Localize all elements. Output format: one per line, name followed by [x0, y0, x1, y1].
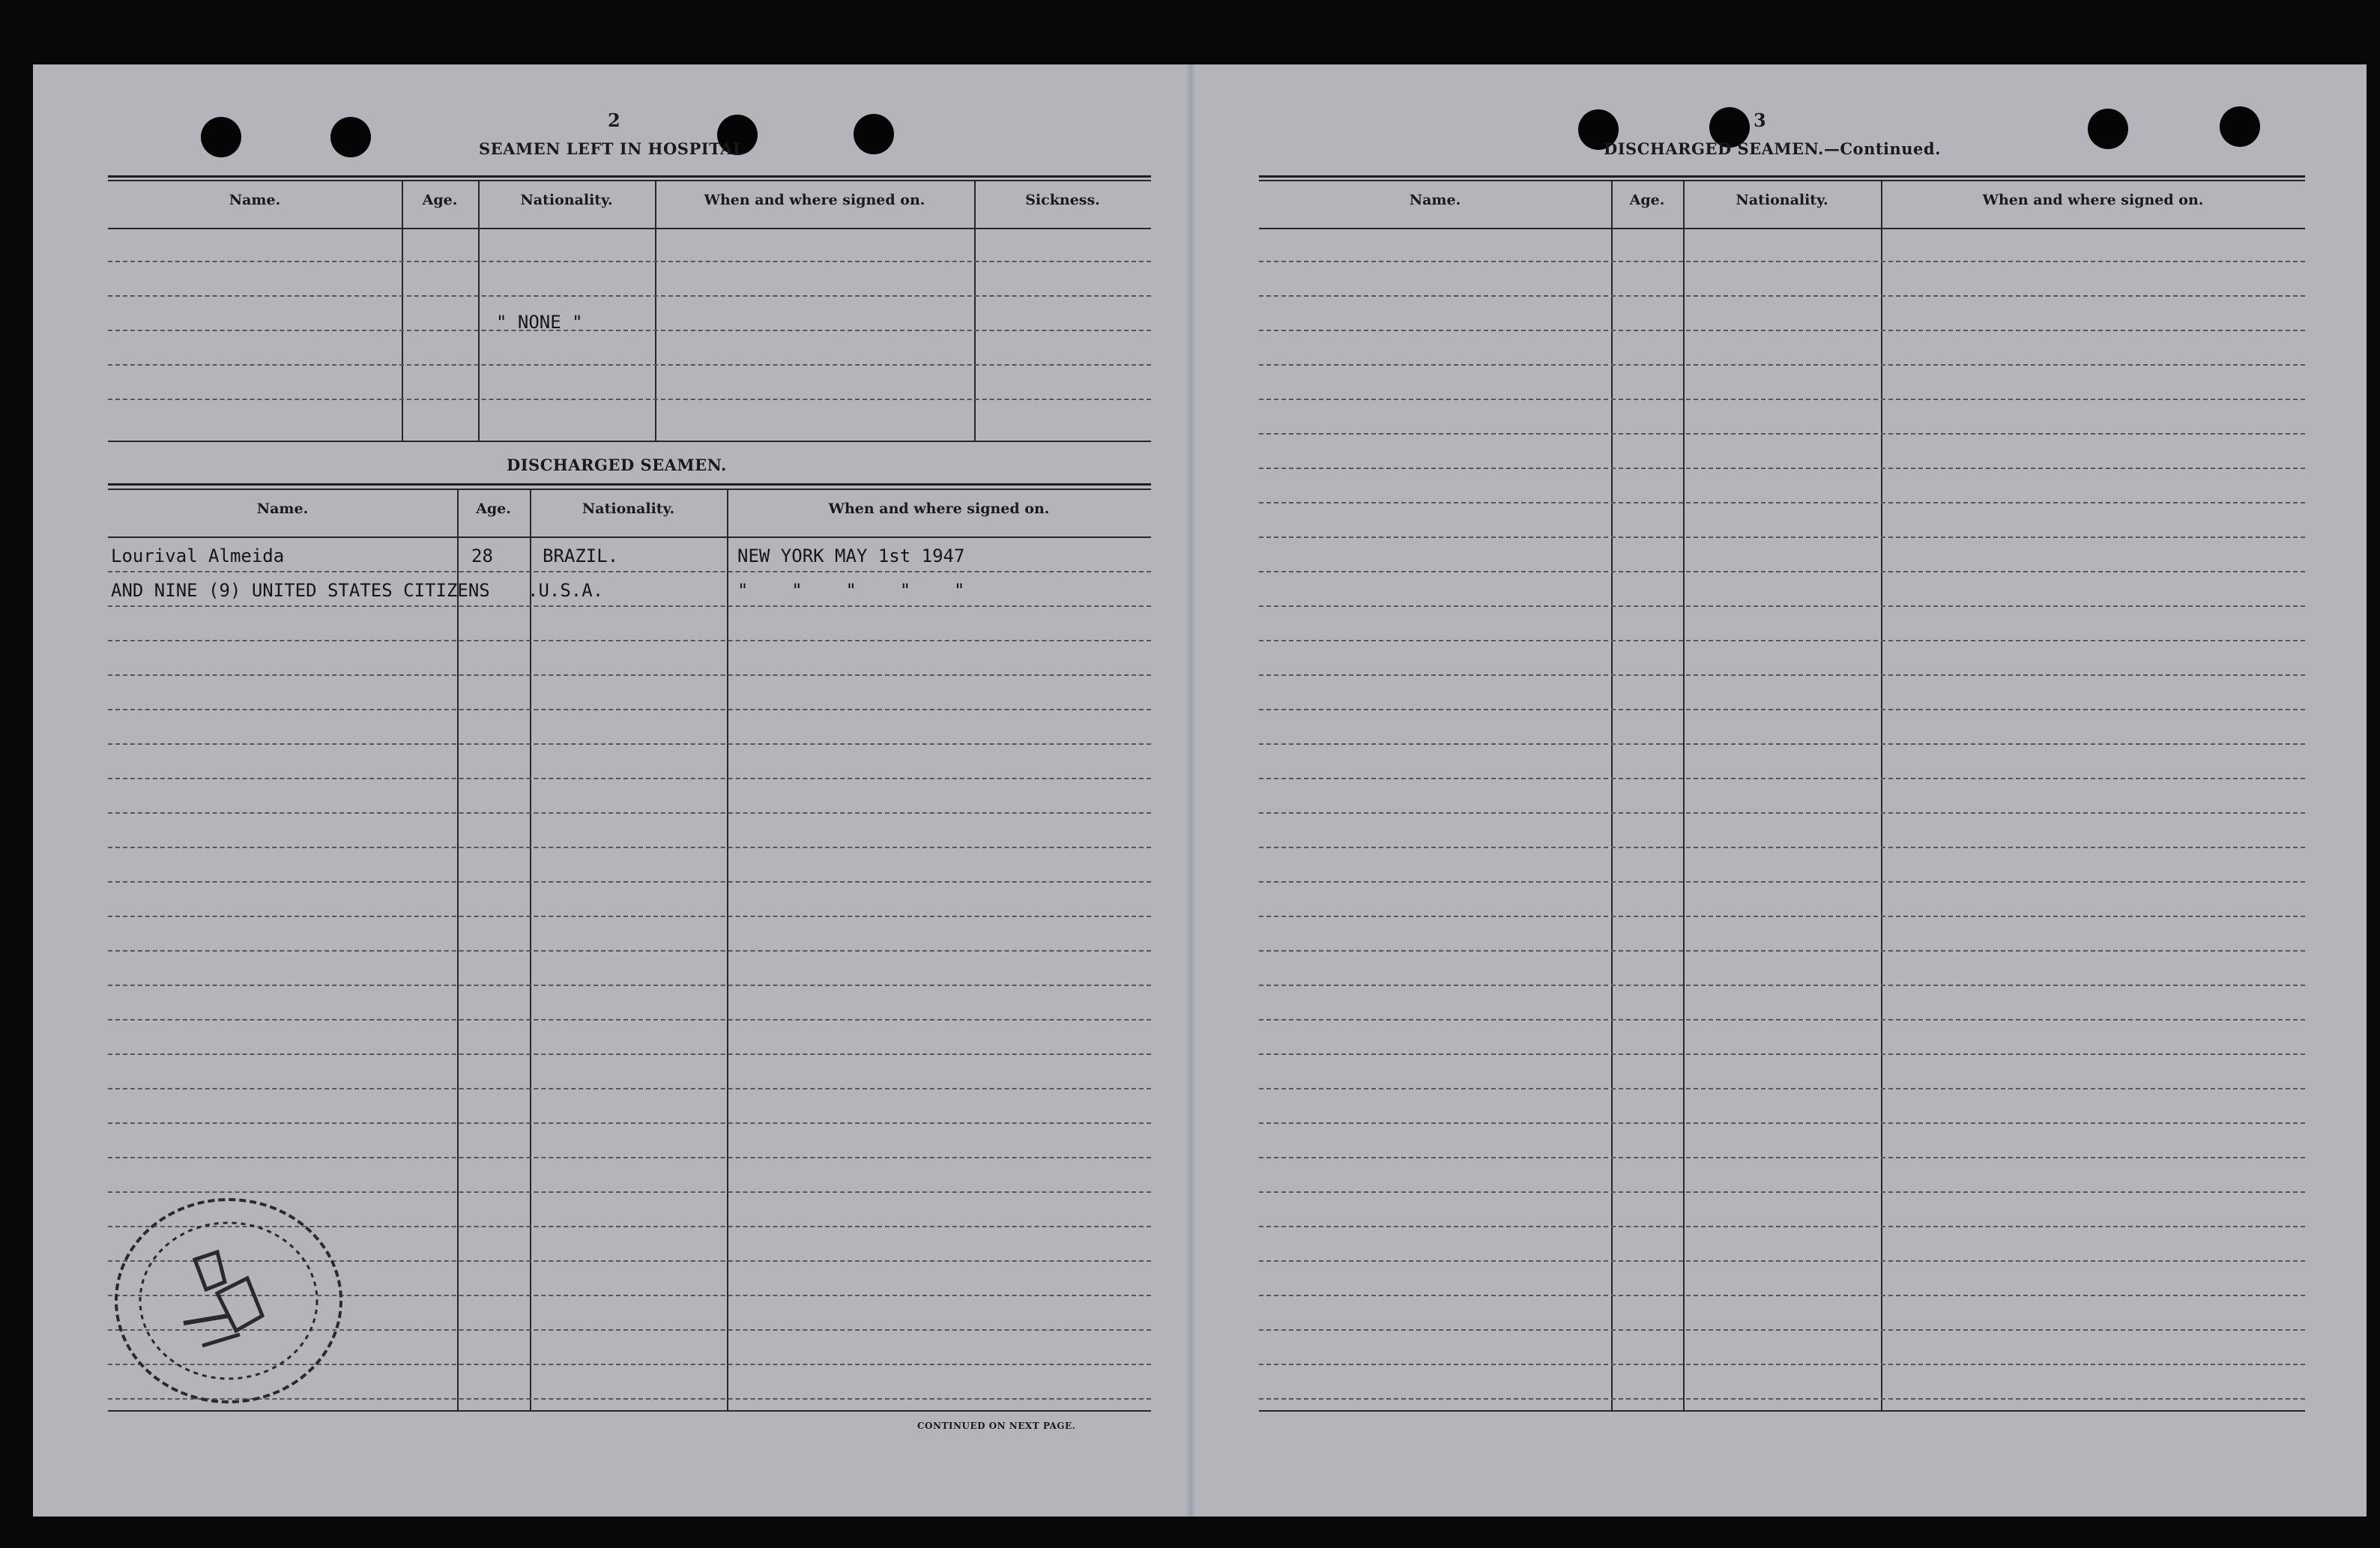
column-header: Nationality. [582, 501, 675, 517]
row-line [1259, 433, 2305, 435]
row-line [108, 399, 1151, 400]
right-section-title: DISCHARGED SEAMEN.—Continued. [1604, 139, 1941, 158]
row-line [1259, 1226, 2305, 1227]
row-line [108, 709, 1151, 710]
hospital-table-top-rule [108, 175, 1151, 178]
row-line [1259, 536, 2305, 538]
row-line [108, 778, 1151, 779]
discharged-table-top-rule-2 [108, 489, 1151, 490]
discharged-header-rule [108, 536, 1151, 538]
row-line [108, 364, 1151, 366]
column-header: When and where signed on. [828, 501, 1050, 517]
column-header: Name. [1409, 192, 1461, 208]
row-line [108, 1019, 1151, 1021]
seaman-age: 28 [471, 545, 493, 566]
row-line [1259, 640, 2305, 641]
right-table-top-rule-2 [1259, 180, 2305, 181]
column-divider [478, 181, 480, 441]
row-line [1259, 812, 2305, 814]
row-line [1259, 950, 2305, 952]
row-line [1259, 1329, 2305, 1331]
row-line [108, 295, 1151, 297]
row-line [1259, 1088, 2305, 1089]
row-line [1259, 1364, 2305, 1365]
row-line [108, 261, 1151, 262]
seaman-name: Lourival Almeida [111, 545, 285, 566]
left-page-number: 2 [608, 109, 620, 131]
right-table-bottom-rule [1259, 1410, 2305, 1412]
row-line [108, 847, 1151, 848]
row-line [1259, 502, 2305, 504]
column-divider [974, 181, 976, 441]
row-line [1259, 778, 2305, 779]
discharged-section-title: DISCHARGED SEAMEN. [507, 456, 727, 474]
column-header: Name. [256, 501, 309, 517]
row-line [1259, 261, 2305, 262]
row-line [1259, 1398, 2305, 1400]
row-line [108, 950, 1151, 952]
binder-hole [2220, 106, 2260, 147]
row-line [108, 571, 1151, 572]
continued-footnote: CONTINUED ON NEXT PAGE. [917, 1421, 1076, 1431]
row-line [108, 812, 1151, 814]
row-line [108, 605, 1151, 607]
row-line [108, 1053, 1151, 1055]
row-line [1259, 468, 2305, 469]
row-line [108, 1157, 1151, 1158]
right-page-number: 3 [1754, 109, 1766, 131]
row-line [1259, 330, 2305, 331]
row-line [1259, 985, 2305, 986]
row-line [108, 1088, 1151, 1089]
column-divider [655, 181, 656, 441]
column-header: Sickness. [1025, 192, 1100, 208]
row-line [1259, 709, 2305, 710]
binder-hole [2088, 109, 2128, 149]
row-line [1259, 1260, 2305, 1262]
row-line [1259, 605, 2305, 607]
column-header: When and where signed on. [704, 192, 925, 208]
row-line [108, 916, 1151, 917]
column-header: When and where signed on. [1982, 192, 2204, 208]
row-line [1259, 399, 2305, 400]
seaman-nationality: BRAZIL. [543, 545, 619, 566]
row-line [108, 640, 1151, 641]
row-line [1259, 571, 2305, 572]
right-header-rule [1259, 228, 2305, 229]
row-line [108, 674, 1151, 676]
row-line [1259, 295, 2305, 297]
binder-hole [854, 114, 894, 154]
column-header: Age. [422, 192, 458, 208]
column-header: Age. [476, 501, 511, 517]
seaman-name: AND NINE (9) UNITED STATES CITIZENS [111, 580, 490, 601]
row-line [1259, 743, 2305, 745]
row-line [1259, 674, 2305, 676]
row-line [1259, 1191, 2305, 1193]
row-line [108, 330, 1151, 331]
row-line [1259, 847, 2305, 848]
hospital-none-entry: " NONE " [496, 312, 583, 333]
row-line [1259, 1157, 2305, 1158]
seaman-signed-on: NEW YORK MAY 1st 1947 [737, 545, 965, 566]
seaman-nationality: .U.S.A. [528, 580, 604, 601]
hospital-table-bottom-rule [108, 441, 1151, 442]
column-divider [402, 181, 403, 441]
manifest-sheet [33, 64, 2367, 1517]
right-table-top-rule [1259, 175, 2305, 178]
column-header: Nationality. [520, 192, 613, 208]
hospital-table-top-rule-2 [108, 180, 1151, 181]
binder-hole [330, 117, 371, 157]
row-line [1259, 916, 2305, 917]
hospital-section-title: SEAMEN LEFT IN HOSPITAL [479, 139, 745, 158]
row-line [1259, 1053, 2305, 1055]
row-line [1259, 881, 2305, 883]
page-spine [1186, 64, 1196, 1517]
row-line [1259, 1295, 2305, 1296]
row-line [108, 743, 1151, 745]
row-line [1259, 1019, 2305, 1021]
seaman-signed-on: " " " " " [737, 580, 965, 601]
official-stamp [105, 1188, 352, 1413]
discharged-table-top-rule [108, 483, 1151, 486]
binder-hole [201, 117, 241, 157]
row-line [1259, 1122, 2305, 1124]
hospital-header-rule [108, 228, 1151, 229]
row-line [108, 1122, 1151, 1124]
row-line [108, 985, 1151, 986]
column-header: Age. [1629, 192, 1665, 208]
column-header: Name. [229, 192, 281, 208]
column-header: Nationality. [1736, 192, 1828, 208]
row-line [108, 881, 1151, 883]
row-line [1259, 364, 2305, 366]
